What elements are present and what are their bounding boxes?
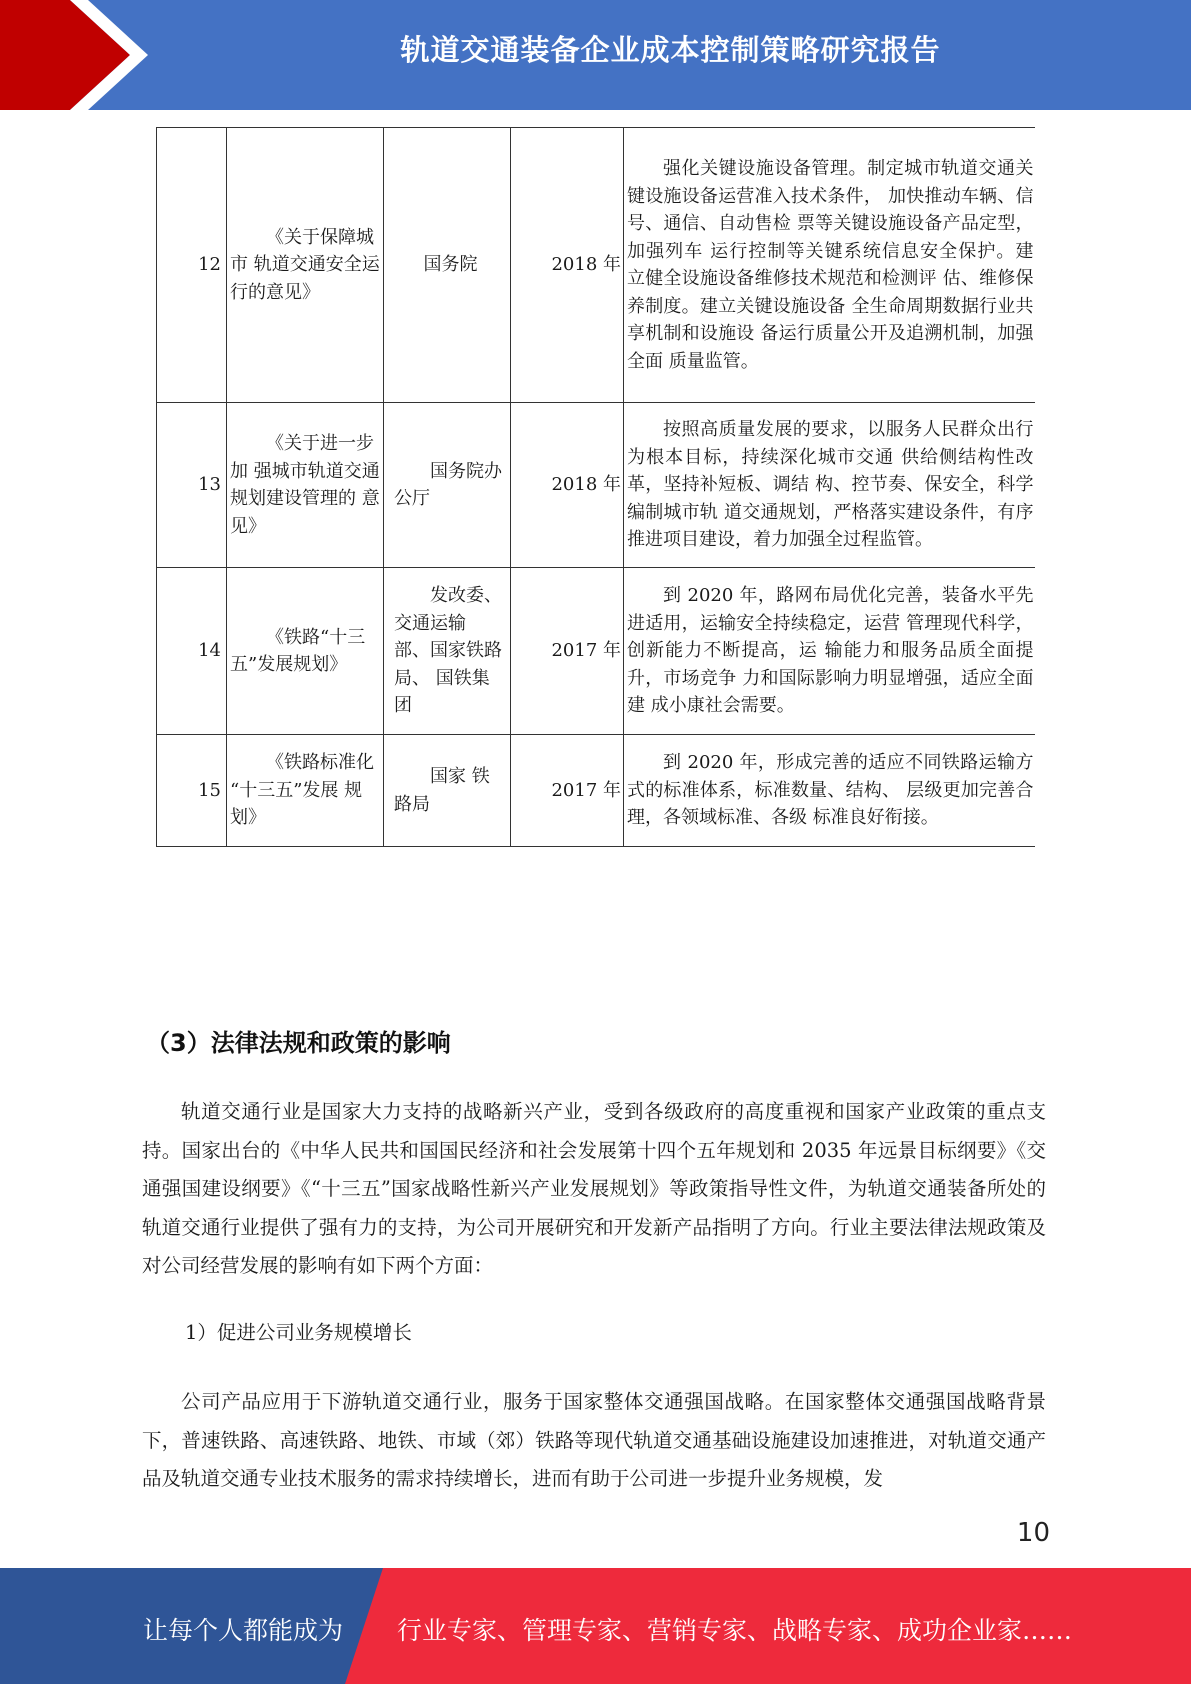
row-number: 15 <box>157 735 227 847</box>
policy-document: 《关于进一步加 强城市轨道交通 规划建设管理的 意见》 <box>227 403 384 568</box>
policy-year: 2018 年 <box>511 128 624 403</box>
body-paragraph: 轨道交通行业是国家大力支持的战略新兴产业，受到各级政府的高度重视和国家产业政策的重点支持。国家出台的《中华人民共和国国民经济和社会发展第十四个五年规划和 2035 年远景目标纲要》《交通强国建设纲要》《“十三五”国家战略性新兴产业发展规划》等政策指导性文件，为轨道交通装备所处的轨道交通行业提供了强有力的支持，为公司开展研究和开发新产品指明了方向。行业主要法律法规政策及对公司经营发展的影响有如下两个方面： <box>142 1100 1046 1277</box>
body-paragraph: 公司产品应用于下游轨道交通行业，服务于国家整体交通强国战略。在国家整体交通强国战略背景下，普速铁路、高速铁路、地铁、市域（郊）铁路等现代轨道交通基础设施建设加速推进，对轨道交通产品及轨道交通专业技术服务的需求持续增长，进而有助于公司进一步提升业务规模，发 <box>142 1390 1046 1490</box>
policy-content: 到 2020 年，形成完善的适应不同铁路运输方式的标准体系，标准数量、结构、 层级更加完善合理，各领域标准、各级 标准良好衔接。 <box>624 735 1035 847</box>
policy-document: 《铁路标准化 “十三五”发展 规划》 <box>227 735 384 847</box>
policy-issuer: 国务院办 公厅 <box>384 403 511 568</box>
policy-year: 2017 年 <box>511 568 624 735</box>
section-heading: （3）法律法规和政策的影响 <box>146 1029 451 1057</box>
policy-issuer: 国务院 <box>384 128 511 403</box>
footer-slogan-right: 行业专家、管理专家、营销专家、战略专家、成功企业家…… <box>397 1616 1073 1645</box>
policy-content: 按照高质量发展的要求，以服务人民群众出行为根本目标，持续深化城市交通 供给侧结构性改革，坚持补短板、调结 构、控节奏、保安全，科学编制城市轨 道交通规划，严格落实建设条件，有序 推进项目建设，着力加强全过程监管。 <box>624 403 1035 568</box>
policy-year: 2017 年 <box>511 735 624 847</box>
page-number: 10 <box>1016 1518 1050 1548</box>
page-header <box>0 0 1191 110</box>
policy-table <box>156 127 1035 847</box>
policy-content: 强化关键设施设备管理。制定城市轨道交通关键设施设备运营准入技术条件， 加快推动车辆、信号、通信、自动售检 票等关键设施设备产品定型，加强列车 运行控制等关键系统信息安全保护。建 立健全设施设备维修技术规范和检测评 估、维修保养制度。建立关键设施设备 全生命周期数据行业共享机制和设施设 备运行质量公开及追溯机制，加强全面 质量监管。 <box>624 128 1035 403</box>
table-row <box>157 403 1035 568</box>
row-number: 14 <box>157 568 227 735</box>
row-number: 12 <box>157 128 227 403</box>
subheading: 1）促进公司业务规模增长 <box>185 1321 412 1344</box>
policy-year: 2018 年 <box>511 403 624 568</box>
footer-slogan-left: 让每个人都能成为 <box>143 1616 344 1645</box>
policy-document: 《关于保障城市 轨道交通安全运 行的意见》 <box>227 128 384 403</box>
row-number: 13 <box>157 403 227 568</box>
policy-issuer: 发改委、 交通运输 部、国家铁路局、 国铁集团 <box>384 568 511 735</box>
report-title: 轨道交通装备企业成本控制策略研究报告 <box>400 33 941 67</box>
table-row <box>157 128 1035 403</box>
table-row <box>157 568 1035 735</box>
policy-issuer: 国家 铁路局 <box>384 735 511 847</box>
policy-content: 到 2020 年，路网布局优化完善，装备水平先进适用，运输安全持续稳定，运营 管理现代科学，创新能力不断提高，运 输能力和服务品质全面提升，市场竞争 力和国际影响力明显增强，适应全面建 成小康社会需要。 <box>624 568 1035 735</box>
table-row <box>157 735 1035 847</box>
policy-document: 《铁路“十三五”发展规划》 <box>227 568 384 735</box>
page-footer <box>0 1568 1191 1684</box>
